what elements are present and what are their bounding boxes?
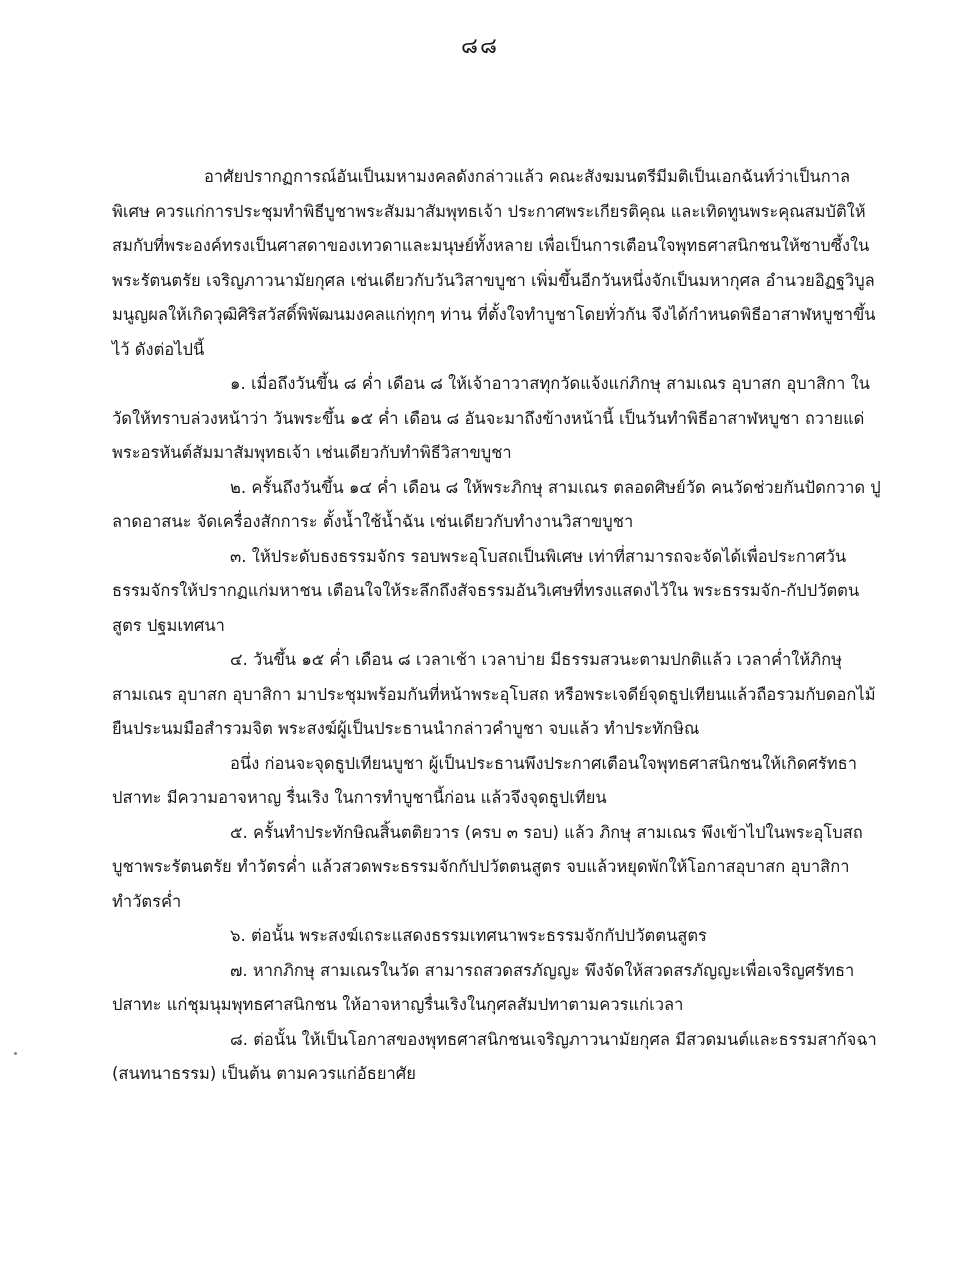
list-item-3: ๓. ให้ประดับธงธรรมจักร รอบพระอุโบสถเป็นพิเศษ เท่าที่สามารถจะจัดได้เพื่อประกาศวันธรรมจักรให้ปรากฏแก่มหาชน เตือนใจให้ระลึกถึงสัจธรรมอันวิเศษที่ทรงแสดงไว้ใน พระธรรมจัก-กัปปวัตตนสูตร ปฐมเทศนา <box>112 546 860 635</box>
list-item-1: ๑. เมื่อถึงวันขึ้น ๘ ค่ำ เดือน ๘ ให้เจ้าอาวาสทุกวัดแจ้งแก่ภิกษุ สามเณร อุบาสก อุบาสิกา ในวัดให้ทราบล่วงหน้าว่า วันพระขึ้น ๑๕ ค่ำ เดือน ๘ อันจะมาถึงข้างหน้านี้ เป็นวันทำพิธีอาสาฬหบูชา ถวายแด่พระอรหันต์สัมมาสัมพุทธเจ้า เช่นเดียวกับทำพิธีวิสาขบูชา <box>112 374 870 462</box>
page-number: ๘๘ <box>461 34 499 59</box>
list-item-6: ๖. ต่อนั้น พระสงฆ์เถระแสดงธรรมเทศนาพระธรรมจักกัปปวัตตนสูตร <box>230 926 707 945</box>
note-paragraph: อนึ่ง ก่อนจะจุดธูปเทียนบูชา ผู้เป็นประธานพึงประกาศเตือนใจพุทธศาสนิกชนให้เกิดศรัทธา ปสาทะ มีความอาจหาญ รื่นเริง ในการทำบูชานี้ก่อน แล้วจึงจุดธูปเทียน <box>112 753 857 807</box>
list-item-2: ๒. ครั้นถึงวันขึ้น ๑๔ ค่ำ เดือน ๘ ให้พระภิกษุ สามเณร ตลอดศิษย์วัด คนวัดช่วยกันปัดกวาด ปูลาดอาสนะ จัดเครื่องสักการะ ตั้งน้ำใช้น้ำฉัน เช่นเดียวกับทำงานวิสาขบูชา <box>112 477 881 531</box>
intro-paragraph: อาศัยปรากฏการณ์อันเป็นมหามงคลดังกล่าวแล้ว คณะสังฆมนตรีมีมติเป็นเอกฉันท์ว่าเป็นกาลพิเศษ ควรแก่การประชุมทำพิธีบูชาพระสัมมาสัมพุทธเจ้า ประกาศพระเกียรติคุณ และเทิดทูนพระคุณสมบัติให้สมกับที่พระองค์ทรงเป็นศาสดาของเทวดาและมนุษย์ทั้งหลาย เพื่อเป็นการเตือนใจพุทธศาสนิกชนให้ซาบซึ้งในพระรัตนตรัย เจริญภาวนามัยกุศล เช่นเดียวกับวันวิสาขบูชา เพิ่มขึ้นอีกวันหนึ่งจักเป็นมหากุศล อำนวยอิฏฐวิบูลมนูญผลให้เกิดวุฒิศิริสวัสดิ์พิพัฒนมงคลแก่ทุกๆ ท่าน ที่ตั้งใจทำบูชาโดยทั่วกัน จึงได้กำหนดพิธีอาสาฬหบูชาขึ้นไว้ ดังต่อไปนี้ <box>112 167 876 359</box>
list-item-7: ๗. หากภิกษุ สามเณรในวัด สามารถสวดสรภัญญะ พึงจัดให้สวดสรภัญญะเพื่อเจริญศรัทธาปสาทะ แก่ชุมนุมพุทธศาสนิกชน ให้อาจหาญรื่นเริงในกุศลสัมปทาตามควรแก่เวลา <box>112 960 855 1014</box>
list-item-4: ๔. วันขึ้น ๑๕ ค่ำ เดือน ๘ เวลาเช้า เวลาบ่าย มีธรรมสวนะตามปกติแล้ว เวลาค่ำให้ภิกษุ สามเณร อุบาสก อุบาสิกา มาประชุมพร้อมกันที่หน้าพระอุโบสถ หรือพระเจดีย์จุดธูปเทียนแล้วถือรวมกับดอกไม้ ยืนประนมมือสำรวมจิต พระสงฆ์ผู้เป็นประธานนำกล่าวคำบูชา จบแล้ว ทำประทักษิณ <box>112 650 876 738</box>
document-body <box>112 160 882 1092</box>
scan-speck <box>14 1052 17 1055</box>
list-item-5: ๕. ครั้นทำประทักษิณสิ้นตติยวาร (ครบ ๓ รอบ) แล้ว ภิกษุ สามเณร พึงเข้าไปในพระอุโบสถ บูชาพระรัตนตรัย ทำวัตรค่ำ แล้วสวดพระธรรมจักกัปปวัตตนสูตร จบแล้วหยุดพักให้โอกาสอุบาสก อุบาสิกา ทำวัตรค่ำ <box>112 822 863 911</box>
list-item-8: ๘. ต่อนั้น ให้เป็นโอกาสของพุทธศาสนิกชนเจริญภาวนามัยกุศล มีสวดมนต์และธรรมสากัจฉา (สนทนาธรรม) เป็นต้น ตามควรแก่อัธยาศัย <box>112 1029 877 1083</box>
